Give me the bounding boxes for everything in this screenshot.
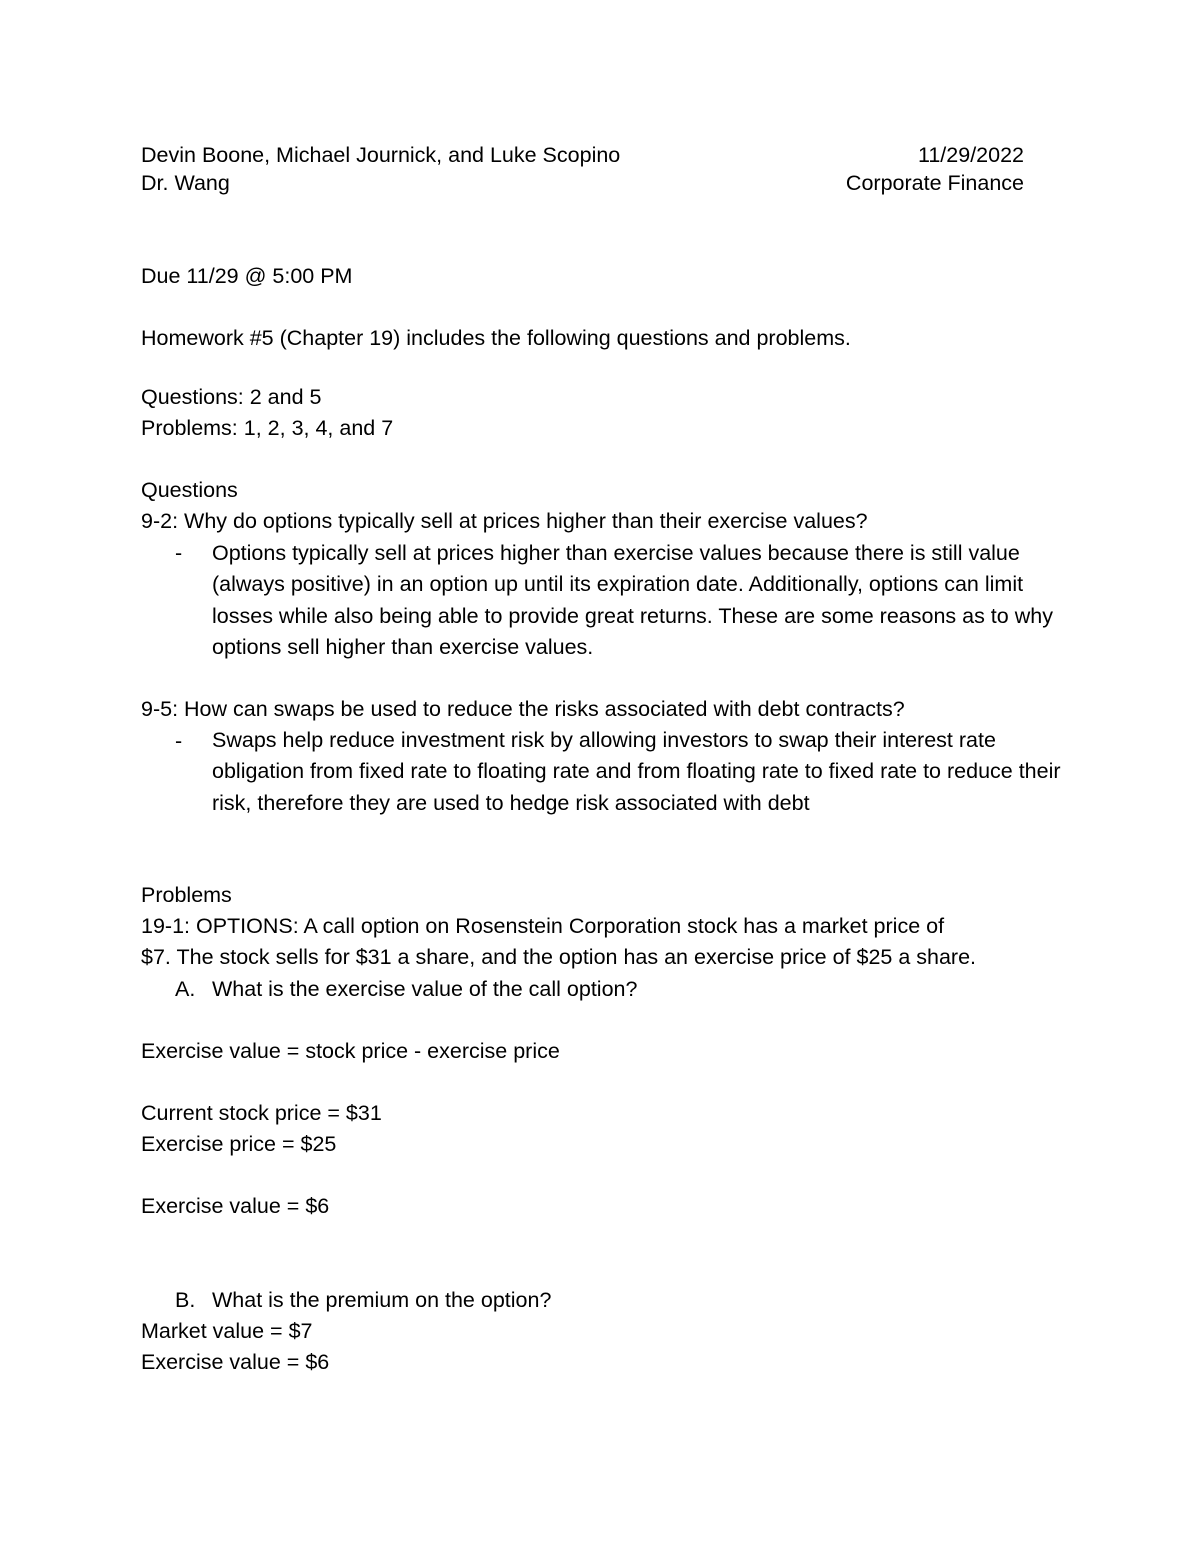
part-a-letter: A. <box>175 977 196 1001</box>
problem-19-1-prompt-line1: 19-1: OPTIONS: A call option on Rosenstein Corporation stock has a market price of <box>141 914 945 938</box>
instructor: Dr. Wang <box>141 171 230 195</box>
part-b-letter: B. <box>175 1288 196 1312</box>
exercise-value-result: Exercise value = $6 <box>141 1194 330 1218</box>
part-a-question: What is the exercise value of the call option? <box>212 977 638 1001</box>
assigned-questions: Questions: 2 and 5 <box>141 385 322 409</box>
exercise-value-part-b: Exercise value = $6 <box>141 1350 330 1374</box>
date: 11/29/2022 <box>917 143 1024 167</box>
due-date: Due 11/29 @ 5:00 PM <box>141 264 353 288</box>
problems-heading: Problems <box>141 883 232 907</box>
current-stock-price: Current stock price = $31 <box>141 1101 382 1125</box>
course-name: Corporate Finance <box>845 171 1024 195</box>
question-9-2-answer: Options typically sell at prices higher than exercise values because there is still value (always positive) in an option up until its expiration date. Additionally, options can limit losses while also being able to provide great returns. These are some reasons as to why options sell higher than exercise values. <box>212 541 1053 659</box>
question-9-5-prompt: 9-5: How can swaps be used to reduce the risks associated with debt contracts? <box>141 697 905 721</box>
questions-heading: Questions <box>141 478 238 502</box>
bullet-dash: - <box>175 729 183 753</box>
homework-intro: Homework #5 (Chapter 19) includes the following questions and problems. <box>141 326 851 350</box>
problem-19-1-prompt-line2: $7. The stock sells for $31 a share, and the option has an exercise price of $25 a share. <box>141 945 977 969</box>
authors: Devin Boone, Michael Journick, and Luke Scopino <box>141 143 621 167</box>
exercise-value-formula: Exercise value = stock price - exercise price <box>141 1039 560 1063</box>
question-9-2-prompt: 9-2: Why do options typically sell at prices higher than their exercise values? <box>141 509 868 533</box>
question-9-5-answer: Swaps help reduce investment risk by allowing investors to swap their interest rate obligation from fixed rate to floating rate and from floating rate to fixed rate to reduce their risk, therefore they are used to hedge risk associated with debt <box>212 728 1061 815</box>
part-b-question: What is the premium on the option? <box>212 1288 552 1312</box>
bullet-dash: - <box>175 541 183 565</box>
assigned-problems: Problems: 1, 2, 3, 4, and 7 <box>141 416 394 440</box>
market-value: Market value = $7 <box>141 1319 313 1343</box>
exercise-price: Exercise price = $25 <box>141 1132 337 1156</box>
